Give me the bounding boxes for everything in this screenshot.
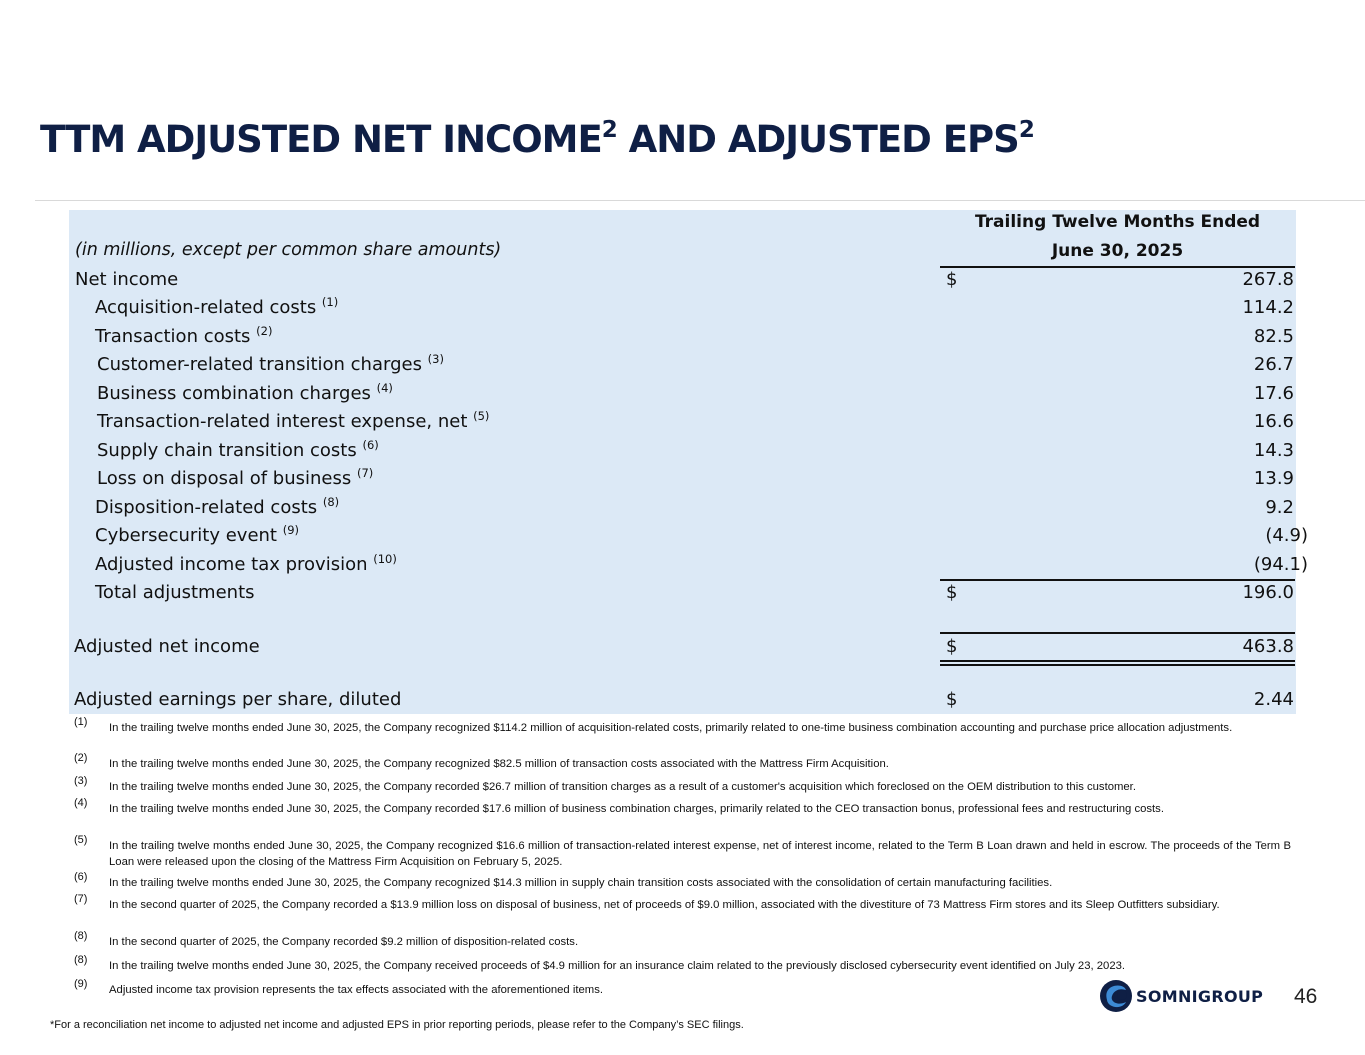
units-label: (in millions, except per common share amounts) [75, 240, 502, 260]
row-label: Transaction-related interest expense, net $^{(5)}$ [97, 409, 490, 432]
adjusted-net-income-rule [940, 632, 1295, 634]
footnote-ref: (6) [362, 438, 379, 452]
currency-symbol: $ [946, 689, 958, 710]
row-label: Net income [75, 269, 179, 290]
footnote-ref: (4) [376, 381, 393, 395]
title-divider [35, 200, 1365, 201]
row-value: 17.6 [1253, 383, 1294, 404]
table-row [0, 383, 1365, 409]
row-value: (4.9) [1265, 525, 1308, 546]
table-row [0, 636, 1365, 662]
row-value: 82.5 [1253, 326, 1294, 347]
footnote-ref: (9) [282, 523, 299, 537]
currency-symbol: $ [946, 582, 958, 603]
footnote-ref: (5) [473, 409, 490, 423]
table-row [0, 582, 1365, 608]
row-label: Supply chain transition costs $^{(6)}$ [97, 438, 379, 461]
row-label: Cybersecurity event $^{(9)}$ [95, 523, 299, 546]
row-label: Loss on disposal of business $^{(7)}$ [97, 466, 374, 489]
row-value: 2.44 [1253, 689, 1294, 710]
row-label: Adjusted net income [74, 636, 260, 657]
row-value: 463.8 [1242, 636, 1294, 657]
row-label: Business combination charges $^{(4)}$ [97, 381, 393, 404]
reconciliation-note: *For a reconciliation net income to adjusted net income and adjusted EPS in prior reporting periods, please refer to the Company’s SEC filings. [50, 1019, 744, 1031]
footnote-ref: (2) [256, 324, 273, 338]
table-row [0, 689, 1365, 715]
column-header-date: June 30, 2025 [1051, 241, 1184, 261]
row-label: Acquisition-related costs $^{(1)}$ [95, 295, 339, 318]
row-value: 267.8 [1242, 269, 1294, 290]
table-row [0, 411, 1365, 437]
header-underline [940, 266, 1295, 268]
row-label: Customer-related transition charges $^{(3)}$ [97, 352, 444, 375]
double-underline-bottom [940, 664, 1295, 666]
footnote-ref: (8) [322, 495, 340, 509]
row-label: Adjusted income tax provision $^{(10)}$ [95, 552, 397, 575]
row-value: 196.0 [1242, 582, 1294, 603]
row-value: 16.6 [1253, 411, 1294, 432]
row-label: Total adjustments [95, 582, 255, 603]
footnote-ref: (7) [356, 466, 374, 480]
row-label: Adjusted earnings per share, diluted [74, 689, 402, 710]
table-row [0, 468, 1365, 494]
footnote-ref: (10) [373, 552, 397, 566]
table-row [0, 326, 1365, 352]
row-label: Transaction costs $^{(2)}$ [95, 324, 273, 347]
table-row [0, 269, 1365, 295]
table-row [0, 554, 1365, 580]
row-value: 114.2 [1242, 297, 1294, 318]
row-value: 14.3 [1253, 440, 1294, 461]
footnote-ref: (1) [321, 295, 339, 309]
page-number: 46 [1294, 985, 1318, 1008]
row-label: Disposition-related costs $^{(8)}$ [95, 495, 340, 518]
page-title: TTM ADJUSTED NET INCOME$^2$ AND ADJUSTED EPS$^2$ [40, 117, 1034, 161]
table-row [0, 440, 1365, 466]
footnote-ref: (3) [427, 352, 444, 366]
row-value: 13.9 [1253, 468, 1294, 489]
company-logo-text: SOMNIGROUP [1136, 987, 1264, 1006]
table-row [0, 297, 1365, 323]
table-row [0, 497, 1365, 523]
currency-symbol: $ [946, 636, 958, 657]
row-value: 26.7 [1253, 354, 1294, 375]
row-value: 9.2 [1265, 497, 1294, 518]
currency-symbol: $ [946, 269, 958, 290]
table-row [0, 354, 1365, 380]
column-header-period: Trailing Twelve Months Ended [974, 212, 1261, 232]
table-row [0, 525, 1365, 551]
row-value: (94.1) [1253, 554, 1308, 575]
